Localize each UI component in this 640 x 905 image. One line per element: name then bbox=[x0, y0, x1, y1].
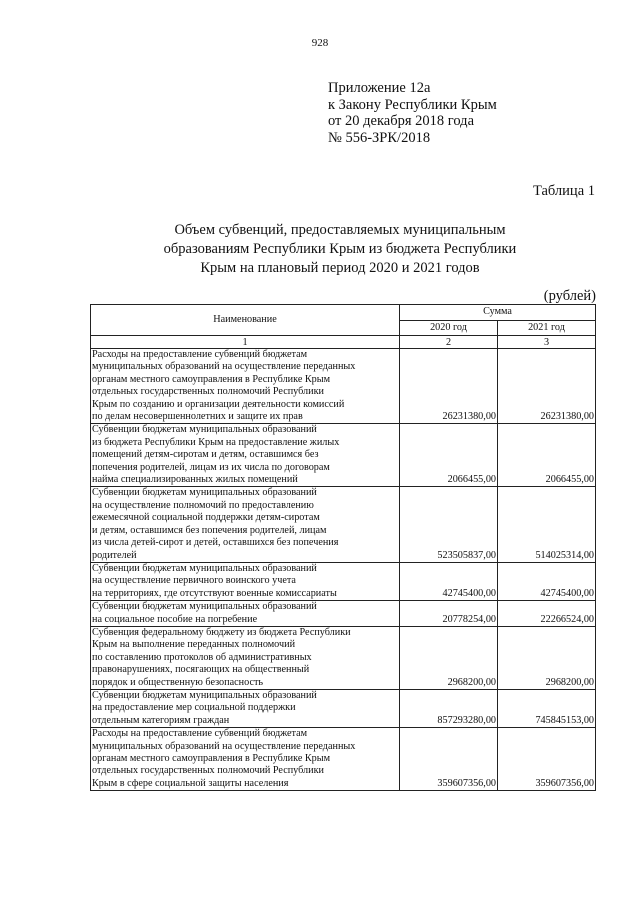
page-number: 928 bbox=[311, 37, 329, 49]
table-header bbox=[91, 305, 596, 349]
amount-2021: 359607356,00 bbox=[498, 728, 596, 791]
subsidy-name-line: правонарушениях, посягающих на общественный bbox=[92, 664, 310, 676]
subsidy-name-cell bbox=[91, 424, 400, 487]
amount-2020: 20778254,00 bbox=[400, 601, 498, 627]
amount-2020: 2066455,00 bbox=[400, 424, 498, 487]
subsidy-name-line: по составлению протоколов об административных bbox=[92, 651, 312, 663]
subsidy-name-line: муниципальных образований на осуществление переданных bbox=[92, 740, 356, 752]
title-line: Объем субвенций, предоставляемых муниципальным bbox=[174, 222, 506, 238]
subsidy-name-cell bbox=[91, 626, 400, 689]
subsidy-name-line: порядок и общественную безопасность bbox=[92, 676, 264, 688]
table-row bbox=[91, 626, 596, 689]
subsidy-name-line: Субвенции бюджетам муниципальных образований bbox=[92, 487, 317, 499]
subsidy-name-line: родителей bbox=[92, 549, 137, 561]
header-name: Наименование bbox=[91, 305, 400, 336]
subsidy-name-line: на социальное пособие на погребение bbox=[92, 613, 258, 625]
subsidy-name-line: Крым по созданию и организации деятельности комиссий bbox=[92, 398, 345, 410]
subsidy-name-line: на территориях, где отсутствуют военные комиссариаты bbox=[92, 587, 337, 599]
subsidy-name-line: органам местного самоуправления в Республике Крым bbox=[92, 373, 331, 385]
subsidy-name-line: на осуществление полномочий по предоставлению bbox=[92, 499, 314, 511]
document-title bbox=[120, 221, 560, 278]
amount-2021: 2968200,00 bbox=[498, 626, 596, 689]
title-line: образованиям Республики Крым из бюджета Республики bbox=[163, 241, 517, 257]
appendix-line: Приложение 12а bbox=[328, 80, 431, 96]
table-row bbox=[91, 424, 596, 487]
subsidy-name-line: Субвенция федеральному бюджету из бюджета Республики bbox=[92, 626, 351, 638]
table-row bbox=[91, 487, 596, 562]
amount-2020: 523505837,00 bbox=[400, 487, 498, 562]
header-sum: Сумма bbox=[400, 305, 596, 321]
column-number: 3 bbox=[498, 336, 596, 349]
table-label: Таблица 1 bbox=[532, 183, 595, 199]
amount-2020: 2968200,00 bbox=[400, 626, 498, 689]
subsidy-name-line: на осуществление первичного воинского учета bbox=[92, 575, 296, 587]
subsidy-name-line: Субвенции бюджетам муниципальных образований bbox=[92, 601, 317, 613]
subsidy-name-cell bbox=[91, 728, 400, 791]
units-label: (рублей) bbox=[543, 288, 596, 304]
subsidy-name-cell bbox=[91, 349, 400, 424]
subsidy-name-line: помещений детям-сиротам и детям, оставшимся без bbox=[92, 449, 319, 461]
title-line: Крым на плановый период 2020 и 2021 годов bbox=[200, 260, 480, 276]
subsidy-name-line: найма специализированных жилых помещений bbox=[92, 474, 298, 486]
subsidy-name-line: Расходы на предоставление субвенций бюджетам bbox=[92, 349, 308, 360]
table-row bbox=[91, 689, 596, 727]
subsidy-name-line: и детям, оставшимся без попечения родителей, лицам bbox=[92, 524, 327, 536]
subsidy-name-line: ежемесячной социальной поддержки детям-сиротам bbox=[92, 512, 320, 524]
appendix-block bbox=[328, 80, 497, 146]
amount-2021: 26231380,00 bbox=[498, 349, 596, 424]
column-number: 2 bbox=[400, 336, 498, 349]
table-body bbox=[91, 349, 596, 791]
table-row bbox=[91, 562, 596, 600]
amount-2021: 514025314,00 bbox=[498, 487, 596, 562]
subsidy-name-line: из бюджета Республики Крым на предоставление жилых bbox=[92, 436, 340, 448]
subsidy-name-line: отдельных государственных полномочий Республики bbox=[92, 765, 324, 777]
table-row bbox=[91, 728, 596, 791]
amount-2021: 745845153,00 bbox=[498, 689, 596, 727]
subsidies-table bbox=[90, 304, 596, 791]
subsidy-name-line: Крым в сфере социальной защиты населения bbox=[92, 777, 289, 789]
subsidy-name-cell bbox=[91, 601, 400, 627]
subsidy-name-line: Субвенции бюджетам муниципальных образований bbox=[92, 689, 317, 701]
table-row bbox=[91, 349, 596, 424]
subsidy-name-line: попечения родителей, лицам из их числа по договорам bbox=[92, 461, 330, 473]
subsidy-name-line: отдельных государственных полномочий Республики bbox=[92, 386, 324, 398]
amount-2021: 42745400,00 bbox=[498, 562, 596, 600]
appendix-line: № 556-ЗРК/2018 bbox=[328, 129, 431, 146]
header-year-2021: 2021 год bbox=[498, 320, 596, 336]
subsidy-name-line: на предоставление мер социальной поддержки bbox=[92, 702, 296, 714]
appendix-line: от 20 декабря 2018 года bbox=[328, 113, 474, 129]
amount-2020: 42745400,00 bbox=[400, 562, 498, 600]
subsidy-name-line: из числа детей-сирот и детей, оставшихся без попечения bbox=[92, 537, 339, 549]
subsidy-name-line: Субвенции бюджетам муниципальных образований bbox=[92, 562, 317, 574]
amount-2021: 2066455,00 bbox=[498, 424, 596, 487]
subsidy-name-line: Крым на выполнение переданных полномочий bbox=[92, 639, 296, 651]
subsidy-name-line: по делам несовершеннолетних и защите их прав bbox=[92, 411, 303, 423]
amount-2020: 359607356,00 bbox=[400, 728, 498, 791]
appendix-line: к Закону Республики Крым bbox=[328, 96, 497, 113]
subsidy-name-cell bbox=[91, 487, 400, 562]
amount-2020: 26231380,00 bbox=[400, 349, 498, 424]
subsidy-name-cell bbox=[91, 562, 400, 600]
subsidy-name-line: муниципальных образований на осуществление переданных bbox=[92, 361, 356, 373]
amount-2020: 857293280,00 bbox=[400, 689, 498, 727]
header-year-2020: 2020 год bbox=[400, 320, 498, 336]
subsidy-name-line: Расходы на предоставление субвенций бюджетам bbox=[92, 728, 308, 740]
subsidy-name-line: органам местного самоуправления в Республике Крым bbox=[92, 753, 331, 764]
table-row bbox=[91, 601, 596, 627]
subsidy-name-cell bbox=[91, 689, 400, 727]
column-number: 1 bbox=[91, 336, 400, 349]
subsidy-name-line: Субвенции бюджетам муниципальных образований bbox=[92, 424, 317, 436]
subsidy-name-line: отдельным категориям граждан bbox=[92, 714, 230, 726]
amount-2021: 22266524,00 bbox=[498, 601, 596, 627]
